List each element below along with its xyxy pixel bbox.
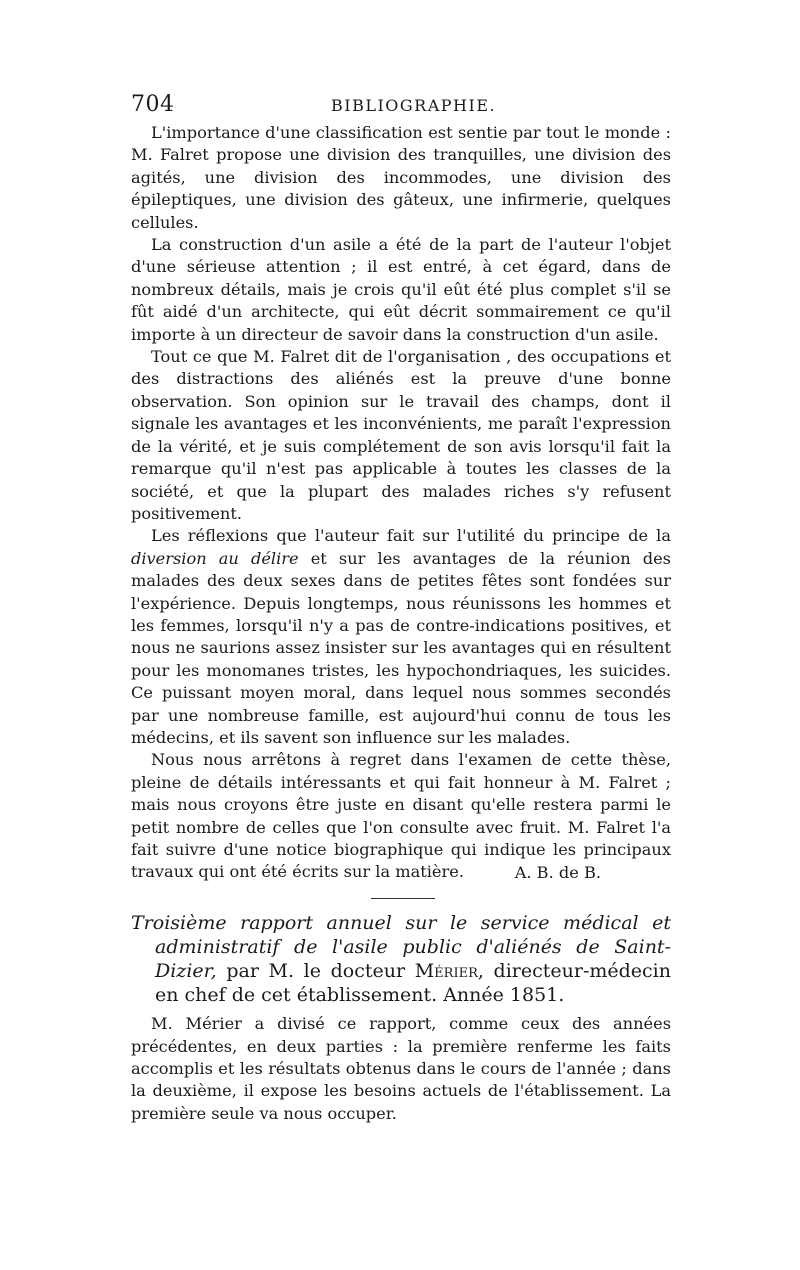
paragraph: La construction d'un asile a été de la part de l'auteur l'objet d'une sérieuse attention ; il est entré, à cet égard, dans de nombreux détails, mais je crois qu'il eût été plus complet s'il se fût aidé d'un architecte, qui eût décrit sommairement ce qu'il importe à un directeur de savoir dans la construction d'un asile. — [131, 235, 671, 344]
paragraph: L'importance d'une classification est sentie par tout le monde : M. Falret propose une division des tranquilles, une division des agités, une division des incommodes, une division des épileptiques, une division des gâteux, une infirmerie, quelques cellules. — [131, 123, 671, 232]
paragraph-conclusion: Nous nous arrêtons à regret dans l'examen de cette thèse, pleine de détails intéressants et qui fait honneur à M. Falret ; mais nous croyons être juste en disant qu'elle restera parmi le petit nombre de celles que l'on consulte avec fruit. M. Falret l'a fait suivre d'une notice biographique qui indique les principaux travaux qui ont été écrits sur la matière. — [131, 750, 671, 882]
paragraph-diversion — [131, 525, 671, 749]
paragraph: Tout ce que M. Falret dit de l'organisation , des occupations et des distractions des aliénés est la preuve d'une bonne observation. Son opinion sur le travail des champs, dont il signale les avantages et les inconvénients, me paraît l'expression de la vérité, et je suis complétement de son avis lorsqu'il fait la remarque qu'il n'est pas applicable à toutes les classes de la société, et que la plupart des malades riches s'y refusent positivement. — [131, 347, 671, 523]
review-author: Mérier — [414, 960, 478, 983]
paragraph-text: et sur les avantages de la réunion des malades des deux sexes dans de petites fêtes sont fondées sur l'expérience. Depuis longtemps, nous réunissons les hommes et les femmes, lorsqu'il n'y a pas de contre-indications positives, et nous ne saurions assez insister sur les avantages qui en résultent pour les monomanes tristes, les hypochondriaques, les suicides. Ce puissant moyen moral, dans lequel nous sommes secondés par une nombreuse famille, est aujourd'hui connu de tous les médecins, et ils savent son influence sur les malades. — [131, 548, 671, 747]
body-text — [131, 122, 671, 1125]
page-number: 704 — [131, 92, 175, 117]
review-title-italic: Troisième rapport annuel sur le service médical et administratif de l'asile public d'aliénés de Saint-Dizier, — [131, 912, 671, 983]
page-header — [131, 92, 671, 122]
review-title — [131, 911, 671, 1007]
signature: A. B. de B. — [514, 862, 601, 882]
running-head: BIBLIOGRAPHIE. — [331, 96, 497, 115]
italic-phrase: diversion au délire — [131, 548, 299, 568]
paragraph-text: Les réflexions que l'auteur fait sur l'utilité du principe de la — [151, 526, 671, 546]
book-page — [131, 92, 671, 1125]
final-paragraph: M. Mérier a divisé ce rapport, comme ceux des années précédentes, en deux parties : la première renferme les faits accomplis et les résultats obtenus dans le cours de l'année ; dans la deuxième, il expose les besoins actuels de l'établissement. La première seule va nous occuper. — [131, 1014, 671, 1123]
review-details: , directeur-médecin en chef de cet établissement. Année 1851. — [155, 960, 672, 1007]
section-divider — [371, 898, 435, 899]
review-by: par M. le docteur — [216, 960, 415, 983]
